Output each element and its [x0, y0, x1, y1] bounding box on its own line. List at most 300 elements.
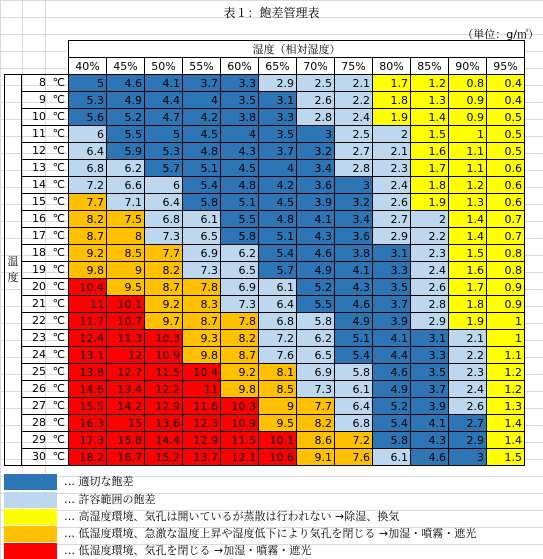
- value-cell: 1.3: [487, 398, 525, 415]
- value-cell: 7.2: [335, 432, 373, 449]
- value-cell: 12.9: [145, 398, 183, 415]
- value-cell: 3.3: [411, 347, 449, 364]
- temperature-value: 13: [32, 161, 46, 174]
- value-cell: 5.8: [335, 364, 373, 381]
- value-cell: 8.2: [297, 415, 335, 432]
- value-cell: 3.2: [335, 194, 373, 211]
- table-row: [5, 228, 525, 245]
- value-cell: 3: [297, 126, 335, 143]
- temperature-value: 15: [32, 195, 46, 208]
- temperature-value: 14: [32, 178, 46, 191]
- value-cell: 7.8: [183, 279, 221, 296]
- temperature-cell: [22, 381, 69, 398]
- value-cell: 0.7: [487, 228, 525, 245]
- legend-swatch: [4, 543, 57, 559]
- temperature-unit: ℃: [52, 93, 65, 106]
- value-cell: 2.7: [373, 211, 411, 228]
- value-cell: 2.4: [335, 109, 373, 126]
- table-title: 表１：飽差管理表: [223, 6, 320, 20]
- temperature-value: 25: [32, 365, 46, 378]
- value-cell: 6.1: [259, 279, 297, 296]
- value-cell: 4.1: [373, 330, 411, 347]
- value-cell: 1.2: [487, 364, 525, 381]
- value-cell: 10.1: [107, 296, 145, 313]
- temperature-cell: [22, 313, 69, 330]
- temperature-cell: [22, 211, 69, 228]
- temperature-unit: ℃: [52, 348, 65, 361]
- value-cell: 9.1: [297, 449, 335, 466]
- table-row: [5, 262, 525, 279]
- value-cell: 4.4: [373, 347, 411, 364]
- value-cell: 5.3: [69, 92, 107, 109]
- value-cell: 7.2: [259, 330, 297, 347]
- value-cell: 5.4: [259, 245, 297, 262]
- value-cell: 12.2: [145, 381, 183, 398]
- value-cell: 9.8: [221, 381, 259, 398]
- legend-swatch: [4, 492, 57, 508]
- value-cell: 5.5: [107, 126, 145, 143]
- value-cell: 5.1: [259, 228, 297, 245]
- value-cell: 12.3: [183, 415, 221, 432]
- value-cell: 4.9: [297, 262, 335, 279]
- value-cell: 7.7: [69, 194, 107, 211]
- value-cell: 5: [145, 126, 183, 143]
- temperature-cell: [22, 330, 69, 347]
- temperature-unit: ℃: [52, 314, 65, 327]
- value-cell: 3.5: [411, 364, 449, 381]
- value-cell: 13.4: [107, 381, 145, 398]
- value-cell: 16.7: [107, 449, 145, 466]
- value-cell: 1.2: [449, 177, 487, 194]
- value-cell: 1: [487, 313, 525, 330]
- value-cell: 4.8: [221, 177, 259, 194]
- value-cell: 5.4: [183, 177, 221, 194]
- value-cell: 14.4: [145, 432, 183, 449]
- temperature-unit: ℃: [52, 280, 65, 293]
- value-cell: 4.8: [183, 143, 221, 160]
- table-row: [5, 245, 525, 262]
- table-row: [5, 211, 525, 228]
- legend-swatch: [4, 526, 57, 542]
- value-cell: 9.5: [259, 415, 297, 432]
- table-row: [5, 398, 525, 415]
- value-cell: 5.8: [183, 194, 221, 211]
- temperature-value: 16: [32, 212, 46, 225]
- value-cell: 4.1: [297, 211, 335, 228]
- temperature-cell: [22, 228, 69, 245]
- humidity-col-header: 45%: [107, 58, 145, 75]
- value-cell: 11.5: [221, 432, 259, 449]
- value-cell: 5.1: [335, 330, 373, 347]
- value-cell: 2.4: [373, 177, 411, 194]
- temperature-unit: ℃: [52, 297, 65, 310]
- value-cell: 4: [183, 92, 221, 109]
- value-cell: 2: [411, 211, 449, 228]
- value-cell: 7.3: [297, 381, 335, 398]
- temperature-unit: ℃: [52, 416, 65, 429]
- temperature-value: 30: [32, 450, 46, 463]
- temperature-value: 24: [32, 348, 46, 361]
- table-row: [5, 177, 525, 194]
- value-cell: 1.8: [411, 177, 449, 194]
- temperature-cell: [22, 364, 69, 381]
- sheet-gridline: [0, 0, 543, 1]
- value-cell: 8.7: [221, 347, 259, 364]
- temperature-unit: ℃: [52, 161, 65, 174]
- temperature-value: 12: [32, 144, 46, 157]
- value-cell: 6.6: [107, 177, 145, 194]
- value-cell: 18.2: [69, 449, 107, 466]
- value-cell: 3.4: [297, 160, 335, 177]
- value-cell: 8.5: [259, 381, 297, 398]
- value-cell: 2.5: [335, 126, 373, 143]
- value-cell: 0.6: [487, 194, 525, 211]
- value-cell: 8.2: [69, 211, 107, 228]
- value-cell: 15.2: [145, 449, 183, 466]
- humidity-col-header: 95%: [487, 58, 525, 75]
- value-cell: 1.4: [449, 228, 487, 245]
- value-cell: 1.7: [411, 160, 449, 177]
- value-cell: 4.3: [221, 143, 259, 160]
- value-cell: 3.7: [183, 75, 221, 92]
- value-cell: 16.3: [69, 415, 107, 432]
- value-cell: 0.9: [487, 296, 525, 313]
- value-cell: 4.2: [183, 109, 221, 126]
- temperature-cell: [22, 262, 69, 279]
- value-cell: 4.9: [373, 381, 411, 398]
- value-cell: 2.3: [411, 245, 449, 262]
- value-cell: 2.2: [411, 228, 449, 245]
- value-cell: 1.6: [449, 262, 487, 279]
- temperature-unit: ℃: [52, 331, 65, 344]
- value-cell: 1.1: [449, 160, 487, 177]
- value-cell: 0.5: [487, 126, 525, 143]
- value-cell: 2.3: [373, 160, 411, 177]
- value-cell: 7.6: [335, 449, 373, 466]
- value-cell: 1.2: [487, 381, 525, 398]
- value-cell: 4.6: [297, 245, 335, 262]
- temperature-unit: ℃: [52, 195, 65, 208]
- temperature-value: 27: [32, 399, 46, 412]
- temperature-value: 21: [32, 297, 46, 310]
- table-row: [5, 330, 525, 347]
- legend-swatch: [4, 474, 57, 490]
- value-cell: 6.8: [69, 160, 107, 177]
- value-cell: 13.1: [69, 347, 107, 364]
- table-row: [5, 194, 525, 211]
- value-cell: 6: [145, 177, 183, 194]
- value-cell: 11: [183, 381, 221, 398]
- value-cell: 3.7: [259, 143, 297, 160]
- value-cell: 5.8: [221, 228, 259, 245]
- value-cell: 1: [449, 126, 487, 143]
- temperature-unit: ℃: [52, 433, 65, 446]
- table-row: [5, 279, 525, 296]
- value-cell: 3.7: [411, 381, 449, 398]
- value-cell: 1.6: [411, 143, 449, 160]
- temperature-unit: ℃: [52, 399, 65, 412]
- temperature-cell: [22, 126, 69, 143]
- value-cell: 6.4: [259, 296, 297, 313]
- temperature-cell: [22, 347, 69, 364]
- temperature-value: 22: [32, 314, 46, 327]
- value-cell: 2.4: [449, 381, 487, 398]
- value-cell: 5.2: [297, 279, 335, 296]
- value-cell: 10.4: [69, 279, 107, 296]
- value-cell: 4.9: [335, 313, 373, 330]
- temperature-unit: ℃: [52, 382, 65, 395]
- value-cell: 1.7: [449, 279, 487, 296]
- value-cell: 5.4: [335, 347, 373, 364]
- temperature-cell: [22, 92, 69, 109]
- value-cell: 1.9: [449, 313, 487, 330]
- value-cell: 0.8: [449, 75, 487, 92]
- value-cell: 15: [107, 415, 145, 432]
- value-cell: 5.1: [183, 160, 221, 177]
- value-cell: 8.5: [107, 245, 145, 262]
- value-cell: 5: [69, 75, 107, 92]
- temperature-unit: ℃: [52, 76, 65, 89]
- temperature-value: 26: [32, 382, 46, 395]
- value-cell: 7.6: [259, 347, 297, 364]
- value-cell: 9.3: [183, 330, 221, 347]
- temperature-side-label: 温 度: [5, 75, 22, 466]
- humidity-col-header: 90%: [449, 58, 487, 75]
- value-cell: 0.8: [487, 262, 525, 279]
- temperature-cell: [22, 143, 69, 160]
- value-cell: 1.5: [487, 449, 525, 466]
- value-cell: 0.9: [449, 92, 487, 109]
- value-cell: 3: [449, 449, 487, 466]
- table-row: [5, 75, 525, 92]
- value-cell: 7.8: [221, 313, 259, 330]
- value-cell: 14.2: [107, 398, 145, 415]
- value-cell: 7.1: [107, 194, 145, 211]
- value-cell: 5.6: [69, 109, 107, 126]
- value-cell: 5.3: [145, 143, 183, 160]
- legend-text: … 許容範囲の飽差: [64, 493, 156, 506]
- value-cell: 6.2: [107, 160, 145, 177]
- value-cell: 3.2: [297, 143, 335, 160]
- humidity-group-header: 湿度（相対湿度）: [69, 41, 525, 58]
- table-row: [5, 347, 525, 364]
- value-cell: 12.7: [107, 364, 145, 381]
- value-cell: 2.3: [449, 364, 487, 381]
- value-cell: 17.3: [69, 432, 107, 449]
- value-cell: 9: [259, 398, 297, 415]
- value-cell: 1.3: [449, 194, 487, 211]
- temperature-unit: ℃: [52, 110, 65, 123]
- value-cell: 6.4: [335, 398, 373, 415]
- value-cell: 1: [487, 330, 525, 347]
- value-cell: 8.2: [221, 330, 259, 347]
- value-cell: 3.4: [335, 211, 373, 228]
- value-cell: 5.2: [373, 398, 411, 415]
- value-cell: 6.2: [221, 245, 259, 262]
- value-cell: 1.4: [449, 211, 487, 228]
- value-cell: 1.3: [411, 92, 449, 109]
- legend-text: … 低湿度環境、急激な温度上昇や湿度低下により気孔を閉じる →加湿・噴霧・遮光: [64, 527, 477, 540]
- value-cell: 13.7: [183, 449, 221, 466]
- value-cell: 9.5: [107, 279, 145, 296]
- temperature-value: 20: [32, 280, 46, 293]
- value-cell: 6.2: [297, 330, 335, 347]
- table-row: [5, 381, 525, 398]
- value-cell: 6.1: [373, 449, 411, 466]
- value-cell: 2.9: [449, 432, 487, 449]
- value-cell: 9.2: [221, 364, 259, 381]
- value-cell: 2.6: [297, 92, 335, 109]
- temperature-unit: ℃: [52, 246, 65, 259]
- value-cell: 2.1: [449, 330, 487, 347]
- value-cell: 10.7: [107, 313, 145, 330]
- value-cell: 8.6: [297, 432, 335, 449]
- value-cell: 2.2: [335, 92, 373, 109]
- temperature-value: 23: [32, 331, 46, 344]
- value-cell: 15.5: [69, 398, 107, 415]
- temperature-unit: ℃: [52, 229, 65, 242]
- value-cell: 2.6: [373, 194, 411, 211]
- value-cell: 2.6: [411, 279, 449, 296]
- value-cell: 6.9: [183, 245, 221, 262]
- value-cell: 4.7: [145, 109, 183, 126]
- value-cell: 5.5: [221, 211, 259, 228]
- value-cell: 5.5: [297, 296, 335, 313]
- sheet-gridline: [0, 0, 1, 559]
- value-cell: 11.5: [145, 364, 183, 381]
- value-cell: 10.1: [259, 432, 297, 449]
- value-cell: 4.3: [411, 432, 449, 449]
- value-cell: 4.6: [411, 449, 449, 466]
- humidity-col-header: 55%: [183, 58, 221, 75]
- value-cell: 4: [221, 126, 259, 143]
- value-cell: 1.4: [411, 109, 449, 126]
- value-cell: 9.2: [145, 296, 183, 313]
- table-row: [5, 160, 525, 177]
- value-cell: 4.5: [221, 160, 259, 177]
- value-cell: 2.9: [411, 313, 449, 330]
- value-cell: 2.6: [449, 398, 487, 415]
- temperature-cell: [22, 398, 69, 415]
- temperature-unit: ℃: [52, 127, 65, 140]
- value-cell: 3.3: [373, 262, 411, 279]
- value-cell: 10.6: [259, 449, 297, 466]
- value-cell: 6.4: [69, 143, 107, 160]
- legend-swatch: [4, 509, 57, 525]
- temperature-cell: [22, 177, 69, 194]
- value-cell: 7.3: [221, 296, 259, 313]
- value-cell: 3.6: [297, 177, 335, 194]
- value-cell: 9.8: [69, 262, 107, 279]
- value-cell: 3.5: [259, 126, 297, 143]
- value-cell: 2.8: [335, 160, 373, 177]
- value-cell: 3.3: [259, 109, 297, 126]
- value-cell: 0.5: [487, 143, 525, 160]
- value-cell: 5.8: [297, 313, 335, 330]
- humidity-col-header: 40%: [69, 58, 107, 75]
- table-row: [5, 296, 525, 313]
- temperature-value: 11: [32, 127, 46, 140]
- value-cell: 6.8: [335, 415, 373, 432]
- value-cell: 11.3: [107, 330, 145, 347]
- value-cell: 8.7: [183, 313, 221, 330]
- value-cell: 4.6: [335, 296, 373, 313]
- value-cell: 3.7: [373, 296, 411, 313]
- temperature-cell: [22, 160, 69, 177]
- value-cell: 7.3: [145, 228, 183, 245]
- value-cell: 1.4: [487, 415, 525, 432]
- value-cell: 1.7: [373, 75, 411, 92]
- temperature-unit: ℃: [52, 178, 65, 191]
- value-cell: 1.9: [411, 194, 449, 211]
- value-cell: 0.9: [449, 109, 487, 126]
- value-cell: 5.7: [259, 262, 297, 279]
- value-cell: 11.6: [183, 398, 221, 415]
- value-cell: 7.7: [145, 245, 183, 262]
- value-cell: 3.5: [373, 279, 411, 296]
- value-cell: 2.9: [259, 75, 297, 92]
- temperature-value: 17: [32, 229, 46, 242]
- temperature-unit: ℃: [52, 212, 65, 225]
- temperature-cell: [22, 296, 69, 313]
- table-row: [5, 415, 525, 432]
- value-cell: 0.4: [487, 75, 525, 92]
- value-cell: 12.1: [221, 449, 259, 466]
- value-cell: 3.1: [411, 330, 449, 347]
- value-cell: 1.5: [411, 126, 449, 143]
- temperature-value: 10: [32, 110, 46, 123]
- value-cell: 4.2: [259, 177, 297, 194]
- temperature-cell: [22, 194, 69, 211]
- value-cell: 5.9: [107, 143, 145, 160]
- temperature-value: 19: [32, 263, 46, 276]
- table-row: [5, 143, 525, 160]
- value-cell: 10.9: [221, 415, 259, 432]
- value-cell: 13.8: [69, 364, 107, 381]
- table-row: [5, 449, 525, 466]
- vapor-deficit-table: [4, 40, 525, 466]
- value-cell: 3.9: [373, 313, 411, 330]
- table-row: [5, 92, 525, 109]
- value-cell: 13.6: [145, 415, 183, 432]
- value-cell: 7.7: [297, 398, 335, 415]
- value-cell: 2.8: [297, 109, 335, 126]
- value-cell: 2.9: [373, 228, 411, 245]
- value-cell: 14.6: [69, 381, 107, 398]
- value-cell: 6: [69, 126, 107, 143]
- temperature-cell: [22, 245, 69, 262]
- value-cell: 3.6: [335, 228, 373, 245]
- value-cell: 2.7: [449, 415, 487, 432]
- value-cell: 11.7: [69, 313, 107, 330]
- humidity-col-header: 60%: [221, 58, 259, 75]
- value-cell: 5.8: [373, 432, 411, 449]
- temperature-value: 28: [32, 416, 46, 429]
- value-cell: 2.5: [297, 75, 335, 92]
- temperature-cell: [22, 75, 69, 92]
- value-cell: 6.8: [145, 211, 183, 228]
- value-cell: 12.9: [183, 432, 221, 449]
- value-cell: 8.7: [145, 279, 183, 296]
- value-cell: 4.5: [259, 194, 297, 211]
- value-cell: 6.1: [335, 381, 373, 398]
- value-cell: 4.5: [183, 126, 221, 143]
- temperature-cell: [22, 432, 69, 449]
- value-cell: 15.8: [107, 432, 145, 449]
- value-cell: 3: [335, 177, 373, 194]
- temperature-unit: ℃: [52, 450, 65, 463]
- value-cell: 12.4: [69, 330, 107, 347]
